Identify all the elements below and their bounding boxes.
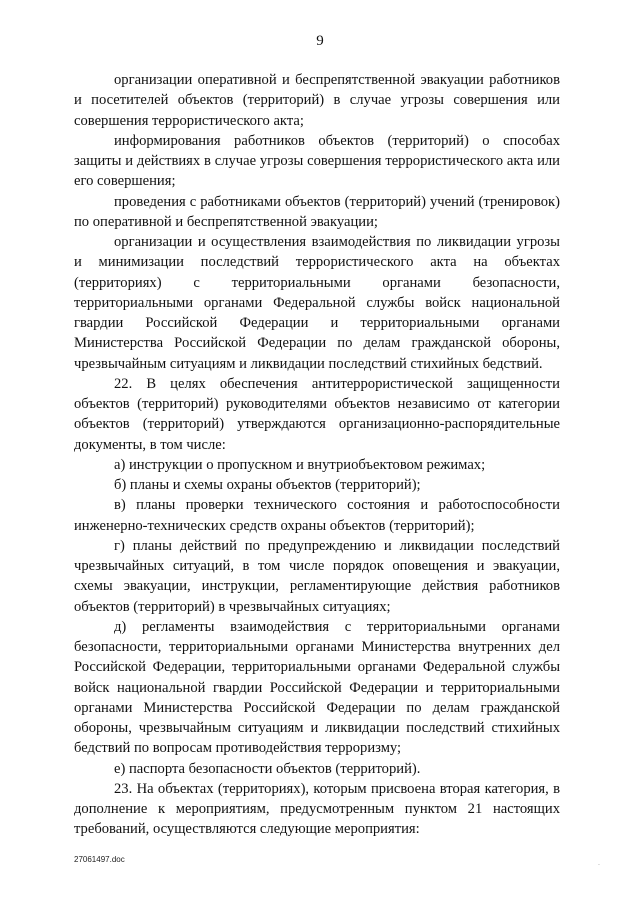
paragraph-interaction: организации и осуществления взаимодействия по ликвидации угрозы и минимизации последствий террористического акта на объектах (территориях) с территориальными органами безопасности, территориальными органами Федеральной службы войск национальной гвардии Российской Федерации и территориальными органами Министерства Российской Федерации по делам гражданской обороны, чрезвычайным ситуациям и ликвидации последствий стихийных бедствий. bbox=[74, 234, 560, 372]
list-item-a: а) инструкции о пропускном и внутриобъектовом режимах; bbox=[114, 456, 486, 473]
paragraph-section-23: 23. На объектах (территориях), которым присвоена вторая категория, в дополнение к мероприятиям, предусмотренным пунктом 21 настоящих требований, осуществляются следующие мероприятия: bbox=[74, 780, 560, 838]
list-item-e: е) паспорта безопасности объектов (территорий). bbox=[114, 760, 421, 777]
list-item-d: д) регламенты взаимодействия с территориальными органами безопасности, территориальными органами Министерства внутренних дел Российской Федерации, территориальными органами Федеральной службы войск национальной гвардии Российской Федерации и территориальными органами Министерства Российской Федерации по делам гражданской обороны, чрезвычайным ситуациям и ликвидации последствий стихийных бедствий по вопросам противодействия терроризму; bbox=[74, 618, 560, 757]
corner-mark: . bbox=[598, 860, 600, 867]
footer-filename: 27061497.doc bbox=[74, 855, 125, 864]
paragraph-section-22: 22. В целях обеспечения антитеррористической защищенности объектов (территорий) руководителями объектов независимо от категории объектов (территорий) утверждаются организационно-распорядительные документы, в том числе: bbox=[74, 375, 560, 453]
list-item-v: в) планы проверки технического состояния и работоспособности инженерно-технических средств охраны объектов (территорий); bbox=[74, 497, 560, 534]
page-number: 9 bbox=[316, 33, 324, 49]
paragraph-informing: информирования работников объектов (территорий) о способах защиты и действиях в случае угрозы совершения террористического акта или его совершения; bbox=[74, 132, 560, 190]
paragraph-drills: проведения с работниками объектов (территорий) учений (тренировок) по оперативной и беспрепятственной эвакуации; bbox=[74, 193, 560, 230]
paragraph-evacuation: организации оперативной и беспрепятственной эвакуации работников и посетителей объектов (территорий) в случае угрозы совершения или совершения террористического акта; bbox=[74, 72, 560, 129]
list-item-b: б) планы и схемы охраны объектов (территорий); bbox=[114, 477, 421, 493]
document-body bbox=[74, 70, 560, 840]
list-item-g: г) планы действий по предупреждению и ликвидации последствий чрезвычайных ситуаций, в том числе порядок оповещения и эвакуации, схемы эвакуации, инструкции, регламентирующие действия работников объектов (территорий) в чрезвычайных ситуациях; bbox=[74, 537, 560, 615]
